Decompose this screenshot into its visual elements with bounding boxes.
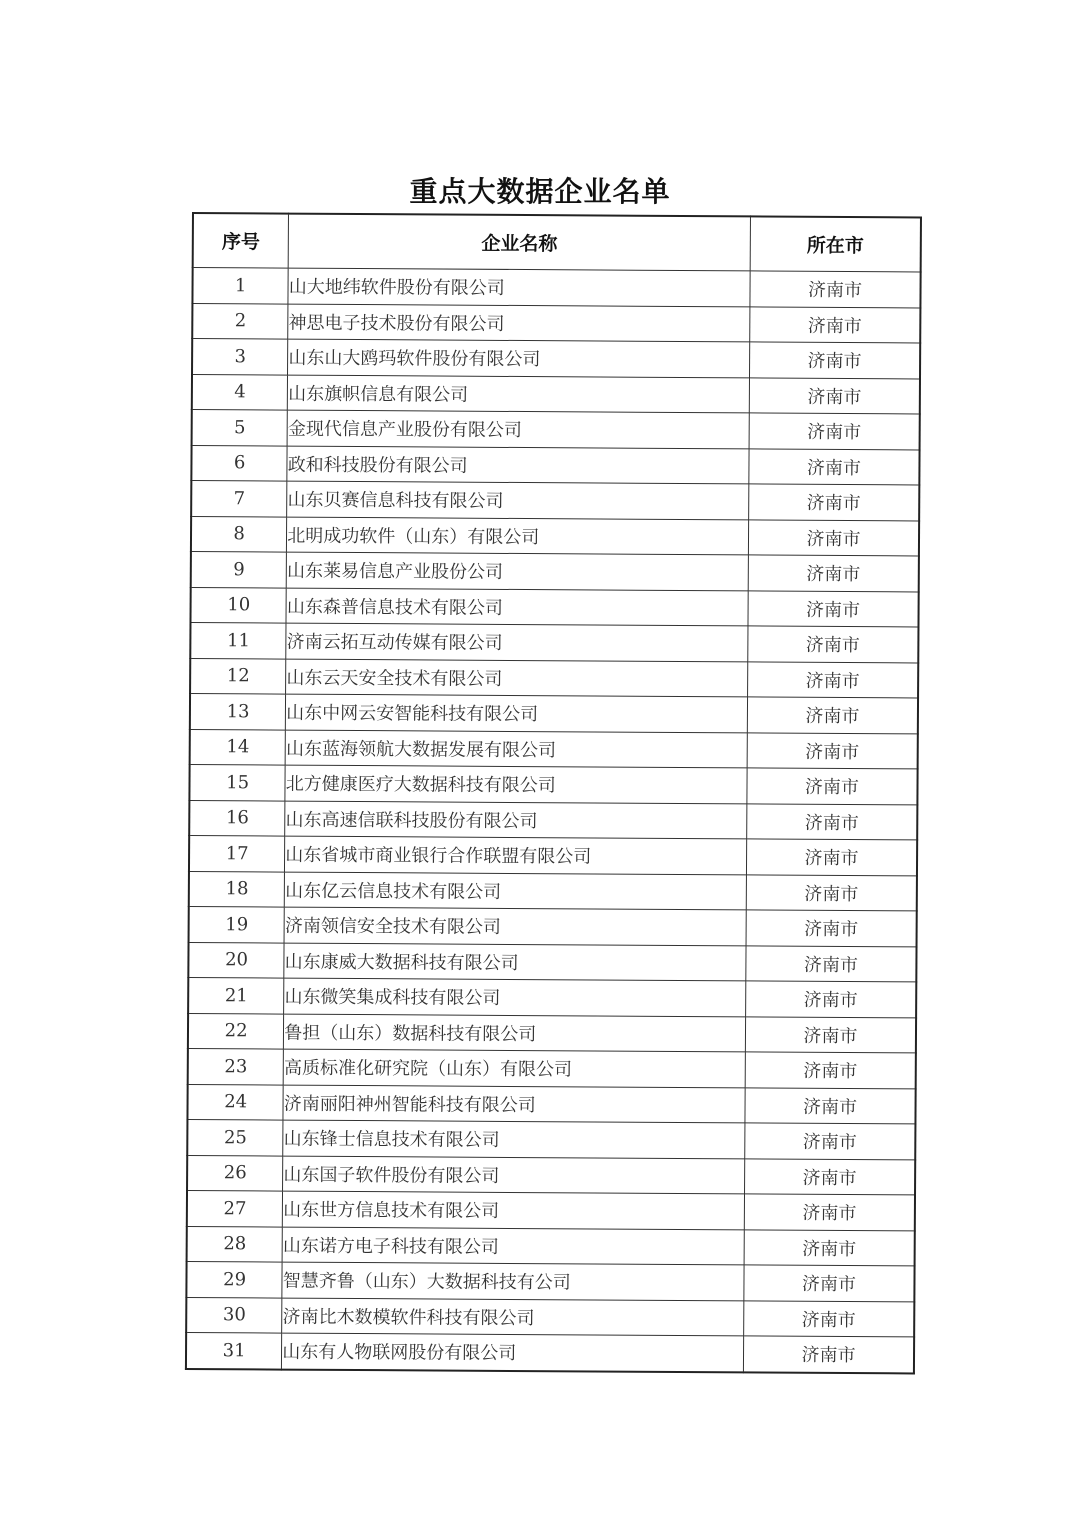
row-number: 13 (190, 693, 286, 729)
company-name: 山东省城市商业银行合作联盟有限公司 (285, 836, 747, 874)
row-number: 7 (191, 481, 287, 517)
row-number: 20 (188, 942, 284, 978)
city-name: 济南市 (746, 874, 917, 911)
row-number: 5 (192, 410, 288, 446)
row-number: 29 (186, 1261, 282, 1297)
table-row (190, 729, 918, 769)
table-header-row (193, 213, 921, 272)
company-name: 济南比木数模软件科技有限公司 (282, 1298, 744, 1336)
row-number: 11 (190, 622, 286, 658)
city-name: 济南市 (747, 768, 918, 805)
row-number: 10 (190, 587, 286, 623)
city-name: 济南市 (750, 306, 921, 343)
table-row (187, 1119, 915, 1159)
company-name: 山东高速信联科技股份有限公司 (285, 801, 747, 839)
city-name: 济南市 (746, 981, 917, 1018)
company-name: 山东蓝海领航大数据发展有限公司 (285, 730, 747, 768)
row-number: 2 (192, 303, 288, 339)
table-row (188, 1048, 916, 1088)
city-name: 济南市 (745, 1052, 916, 1089)
table-row (190, 693, 918, 733)
city-name: 济南市 (748, 590, 919, 627)
row-number: 1 (192, 268, 288, 304)
row-number: 27 (187, 1190, 283, 1226)
company-name: 山东诺方电子科技有限公司 (282, 1227, 744, 1265)
row-number: 18 (189, 871, 285, 907)
header-city: 所在市 (750, 216, 921, 272)
city-name: 济南市 (746, 910, 917, 947)
table-row (191, 445, 919, 485)
table-row (189, 906, 917, 946)
row-number: 8 (191, 516, 287, 552)
table-row (190, 587, 918, 627)
city-name: 济南市 (745, 1016, 916, 1053)
table-row (187, 1155, 915, 1195)
city-name: 济南市 (744, 1229, 915, 1266)
table-row (188, 942, 916, 982)
table-row (187, 1226, 915, 1266)
table-row (191, 481, 919, 521)
city-name: 济南市 (747, 697, 918, 734)
city-name: 济南市 (749, 413, 920, 450)
company-name: 山东亿云信息技术有限公司 (285, 872, 747, 910)
company-name: 北明成功软件（山东）有限公司 (287, 517, 749, 555)
row-number: 12 (190, 658, 286, 694)
table-row (192, 410, 920, 450)
row-number: 31 (186, 1332, 282, 1369)
table-row (190, 622, 918, 662)
city-name: 济南市 (745, 1087, 916, 1124)
row-number: 28 (187, 1226, 283, 1262)
company-name: 山东云天安全技术有限公司 (286, 659, 748, 697)
row-number: 23 (188, 1048, 284, 1084)
company-name: 神思电子技术股份有限公司 (288, 304, 750, 342)
company-name: 高质标准化研究院（山东）有限公司 (283, 1049, 745, 1087)
city-name: 济南市 (749, 377, 920, 414)
row-number: 4 (192, 374, 288, 410)
row-number: 15 (189, 764, 285, 800)
company-name: 山东贝赛信息科技有限公司 (287, 481, 749, 519)
table-row (191, 516, 919, 556)
table-row (190, 658, 918, 698)
company-name: 山大地纬软件股份有限公司 (288, 268, 750, 306)
table-row (188, 1013, 916, 1053)
page-title: 重点大数据企业名单 (409, 175, 671, 208)
row-number: 3 (192, 339, 288, 375)
company-name: 山东森普信息技术有限公司 (286, 588, 748, 626)
company-name: 济南云拓互动传媒有限公司 (286, 623, 748, 661)
table-row (191, 551, 919, 591)
company-name: 山东中网云安智能科技有限公司 (286, 694, 748, 732)
city-name: 济南市 (743, 1336, 914, 1373)
table-row (187, 1084, 915, 1124)
table-row (186, 1297, 914, 1337)
city-name: 济南市 (746, 945, 917, 982)
header-no: 序号 (193, 213, 289, 268)
table-row (187, 1190, 915, 1230)
table-row (186, 1261, 914, 1301)
company-name: 济南丽阳神州智能科技有限公司 (283, 1085, 745, 1123)
table-body (186, 268, 921, 1373)
city-name: 济南市 (748, 555, 919, 592)
header-name: 企业名称 (288, 214, 750, 271)
company-name: 山东世方信息技术有限公司 (283, 1191, 745, 1229)
row-number: 6 (191, 445, 287, 481)
city-name: 济南市 (747, 803, 918, 840)
company-name: 北方健康医疗大数据科技有限公司 (285, 765, 747, 803)
row-number: 16 (189, 800, 285, 836)
table-row (189, 800, 917, 840)
table-row (192, 374, 920, 414)
company-name: 智慧齐鲁（山东）大数据科技有公司 (282, 1262, 744, 1300)
table-row (192, 303, 920, 343)
city-name: 济南市 (750, 271, 921, 308)
row-number: 24 (187, 1084, 283, 1120)
city-name: 济南市 (744, 1194, 915, 1231)
company-name: 济南领信安全技术有限公司 (284, 907, 746, 945)
table-row (192, 268, 920, 308)
company-name: 山东莱易信息产业股份公司 (286, 552, 748, 590)
city-name: 济南市 (747, 732, 918, 769)
company-name: 政和科技股份有限公司 (287, 446, 749, 484)
company-name: 鲁担（山东）数据科技有限公司 (284, 1014, 746, 1052)
city-name: 济南市 (748, 626, 919, 663)
table-row (192, 339, 920, 379)
row-number: 21 (188, 977, 284, 1013)
company-name: 山东旗帜信息有限公司 (288, 375, 750, 413)
company-name: 山东山大鸥玛软件股份有限公司 (288, 339, 750, 377)
city-name: 济南市 (749, 448, 920, 485)
city-name: 济南市 (747, 661, 918, 698)
city-name: 济南市 (749, 484, 920, 521)
row-number: 22 (188, 1013, 284, 1049)
table-row (188, 977, 916, 1017)
company-name: 金现代信息产业股份有限公司 (287, 410, 749, 448)
city-name: 济南市 (749, 342, 920, 379)
city-name: 济南市 (744, 1265, 915, 1302)
city-name: 济南市 (744, 1300, 915, 1337)
row-number: 25 (187, 1119, 283, 1155)
company-name: 山东康威大数据科技有限公司 (284, 943, 746, 981)
city-name: 济南市 (748, 519, 919, 556)
company-name: 山东微笑集成科技有限公司 (284, 978, 746, 1016)
city-name: 济南市 (745, 1123, 916, 1160)
row-number: 17 (189, 835, 285, 871)
company-name: 山东锋士信息技术有限公司 (283, 1120, 745, 1158)
company-table (185, 212, 922, 1374)
row-number: 26 (187, 1155, 283, 1191)
table-row (186, 1332, 914, 1372)
row-number: 19 (189, 906, 285, 942)
row-number: 14 (190, 729, 286, 765)
company-name: 山东国子软件股份有限公司 (283, 1156, 745, 1194)
table-row (189, 871, 917, 911)
table-row (189, 835, 917, 875)
table-row (189, 764, 917, 804)
row-number: 9 (191, 551, 287, 587)
city-name: 济南市 (746, 839, 917, 876)
city-name: 济南市 (744, 1158, 915, 1195)
company-name: 山东有人物联网股份有限公司 (282, 1333, 744, 1372)
row-number: 30 (186, 1297, 282, 1333)
